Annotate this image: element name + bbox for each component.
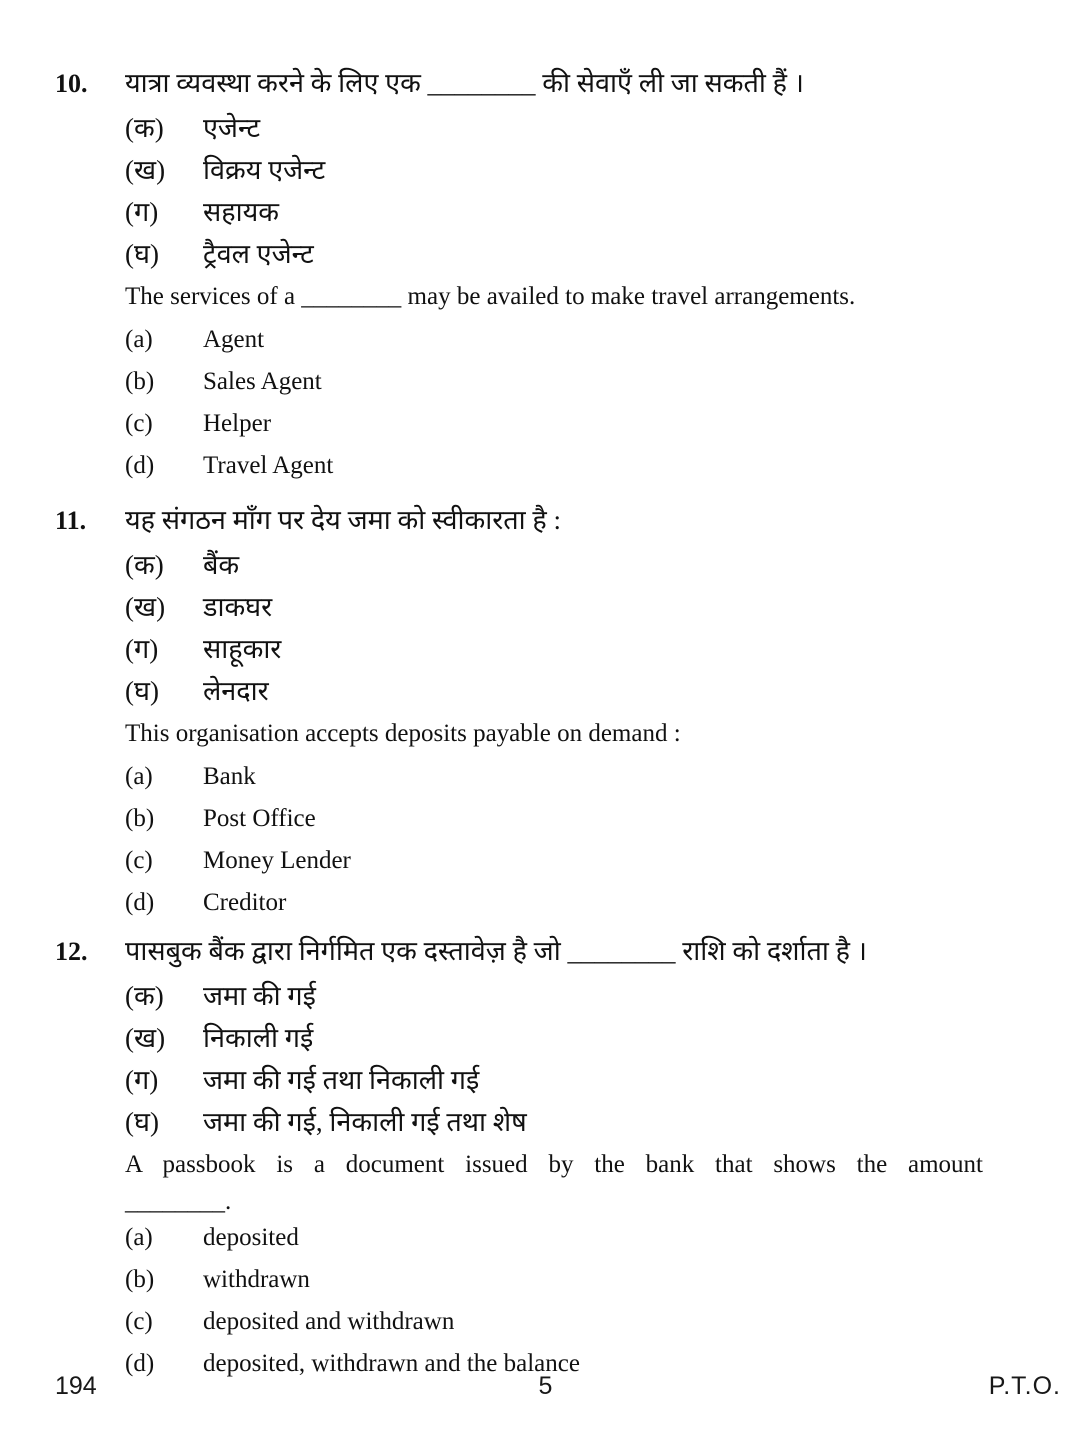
question-number: 11.: [55, 506, 87, 535]
option-label: (c): [125, 410, 153, 437]
question-11-hindi-heading: [55, 497, 1051, 544]
option-text: Post Office: [203, 805, 316, 832]
option-label: (ग): [125, 634, 159, 664]
question-10-hindi-heading: [55, 60, 1051, 107]
question-text-hindi: यात्रा व्यवस्था करने के लिए एक ________ की सेवाएँ ली जा सकती हैं ।: [125, 68, 804, 98]
option-text: एजेन्ट: [203, 113, 261, 143]
option-text: बैंक: [203, 550, 240, 580]
option-text: Helper: [203, 410, 272, 437]
option-row-english-c: [55, 840, 1051, 882]
option-text: deposited and withdrawn: [203, 1308, 455, 1335]
option-text: deposited, withdrawn and the balance: [203, 1350, 580, 1377]
question-text-english: A passbook is a document issued by the bank that shows the amount: [125, 1151, 983, 1178]
option-label: (b): [125, 368, 155, 395]
option-label: (घ): [125, 1107, 159, 1137]
option-text: डाकघर: [203, 592, 273, 622]
option-label: (b): [125, 805, 155, 832]
option-text: withdrawn: [203, 1266, 310, 1293]
option-text: Creditor: [203, 889, 287, 916]
option-row-hindi-c: [55, 1059, 1051, 1101]
option-row-hindi-a: [55, 544, 1051, 586]
option-row-english-b: [55, 1259, 1051, 1301]
question-text-hindi: यह संगठन माँग पर देय जमा को स्वीकारता है :: [125, 505, 561, 535]
option-label: (घ): [125, 239, 159, 269]
option-label: (ग): [125, 1065, 159, 1095]
page-number: 5: [538, 1372, 553, 1400]
option-row-english-a: [55, 1217, 1051, 1259]
option-text: जमा की गई: [203, 981, 316, 1011]
option-text: deposited: [203, 1224, 299, 1251]
option-label: (ग): [125, 197, 159, 227]
option-row-english-d: [55, 445, 1051, 487]
question-text-english: The services of a ________ may be availed to make travel arrangements.: [125, 283, 856, 310]
option-row-english-a: [55, 319, 1051, 361]
option-row-hindi-a: [55, 107, 1051, 149]
option-text: Travel Agent: [203, 452, 334, 479]
pto-label: P.T.O.: [988, 1372, 1061, 1400]
page-footer: [0, 1372, 1091, 1404]
option-row-hindi-b: [55, 149, 1051, 191]
option-label: (c): [125, 1308, 153, 1335]
question-number: 10.: [55, 69, 88, 98]
option-text: जमा की गई तथा निकाली गई: [203, 1065, 480, 1095]
option-label: (c): [125, 847, 153, 874]
question-11-english-heading: [55, 712, 1051, 756]
option-row-hindi-d: [55, 233, 1051, 275]
option-text: सहायक: [203, 197, 279, 227]
option-text: साहूकार: [203, 634, 282, 664]
question-text-hindi: पासबुक बैंक द्वारा निर्गमित एक दस्तावेज़ है जो ________ राशि को दर्शाता है ।: [125, 936, 867, 966]
option-text: विक्रय एजेन्ट: [203, 155, 326, 185]
question-number: 12.: [55, 937, 88, 966]
question-11: [55, 497, 1051, 924]
option-row-hindi-b: [55, 1017, 1051, 1059]
question-12-english-heading-line2: [55, 1187, 1051, 1217]
option-row-hindi-d: [55, 670, 1051, 712]
option-label: (d): [125, 452, 155, 479]
option-row-hindi-b: [55, 586, 1051, 628]
option-text: जमा की गई, निकाली गई तथा शेष: [203, 1107, 527, 1137]
question-10-english-heading: [55, 275, 1051, 319]
option-row-english-c: [55, 403, 1051, 445]
option-label: (d): [125, 1350, 155, 1377]
option-label: (घ): [125, 676, 159, 706]
question-text-english-blank: ________.: [125, 1188, 232, 1215]
option-row-hindi-c: [55, 191, 1051, 233]
option-text: लेनदार: [203, 676, 269, 706]
option-label: (a): [125, 1224, 153, 1251]
option-row-english-b: [55, 798, 1051, 840]
question-12-english-heading-line1: [55, 1143, 1051, 1187]
question-12-hindi-heading: [55, 928, 1051, 975]
option-text: Money Lender: [203, 847, 351, 874]
option-row-hindi-c: [55, 628, 1051, 670]
option-label: (क): [125, 550, 164, 580]
option-text: Bank: [203, 763, 256, 790]
option-text: ट्रैवल एजेन्ट: [203, 239, 314, 269]
option-label: (क): [125, 981, 164, 1011]
option-label: (ख): [125, 592, 166, 622]
option-row-hindi-d: [55, 1101, 1051, 1143]
option-text: निकाली गई: [203, 1023, 314, 1053]
option-row-english-d: [55, 882, 1051, 924]
question-12: [55, 928, 1051, 1385]
option-label: (ख): [125, 155, 166, 185]
option-row-english-b: [55, 361, 1051, 403]
question-10: [55, 60, 1051, 487]
option-row-english-a: [55, 756, 1051, 798]
option-label: (ख): [125, 1023, 166, 1053]
option-label: (a): [125, 326, 153, 353]
paper-code: 194: [55, 1372, 97, 1400]
option-text: Sales Agent: [203, 368, 322, 395]
option-row-english-c: [55, 1301, 1051, 1343]
option-row-hindi-a: [55, 975, 1051, 1017]
option-label: (d): [125, 889, 155, 916]
option-label: (a): [125, 763, 153, 790]
option-text: Agent: [203, 326, 265, 353]
question-text-english: This organisation accepts deposits payable on demand :: [125, 720, 681, 747]
option-label: (क): [125, 113, 164, 143]
option-label: (b): [125, 1266, 155, 1293]
